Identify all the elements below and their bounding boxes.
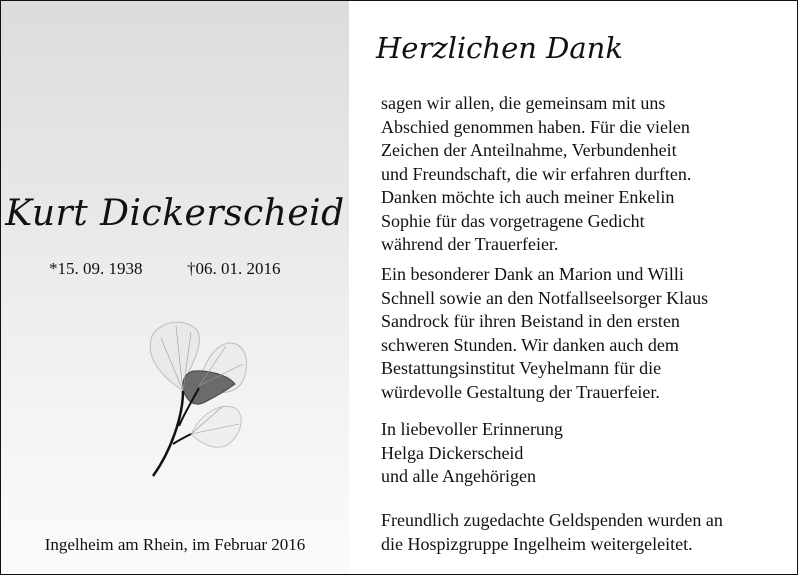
death-date: †06. 01. 2016	[187, 259, 281, 278]
place-and-date: Ingelheim am Rhein, im Februar 2016	[44, 535, 306, 554]
thanks-paragraph-1: sagen wir allen, die gemeinsam mit uns Abschied genommen haben. Für die vielen Zeichen der Anteilnahme, Verbundenheit und Freundschaft, die wir erfahren durften. Danken möchte ich auch meiner Enkelin Sophie für das vorgetragene Gedicht während der Trauerfeier.	[381, 93, 692, 254]
thanks-panel	[350, 1, 797, 574]
birth-date: *15. 09. 1938	[49, 259, 143, 278]
thanks-heading: Herzlichen Dank	[376, 31, 623, 65]
thanks-paragraph-2: Ein besonderer Dank an Marion und Willi Schnell sowie an den Notfallseelsorger Klaus Sandrock für ihren Beistand in den ersten schweren Stunden. Wir danken auch dem Bestattungsinstitut Veyhelmann für die würdevolle Gestaltung der Trauerfeier.	[381, 264, 709, 402]
donation-note: Freundlich zugedachte Geldspenden wurden an die Hospizgruppe Ingelheim weitergeleitet.	[381, 510, 723, 554]
memorial-panel	[1, 1, 349, 574]
ginkgo-leaf-icon	[131, 316, 251, 486]
signature-block: In liebevoller Erinnerung Helga Dickerscheid und alle Angehörigen	[381, 419, 563, 486]
deceased-name: Kurt Dickerscheid	[5, 193, 345, 234]
